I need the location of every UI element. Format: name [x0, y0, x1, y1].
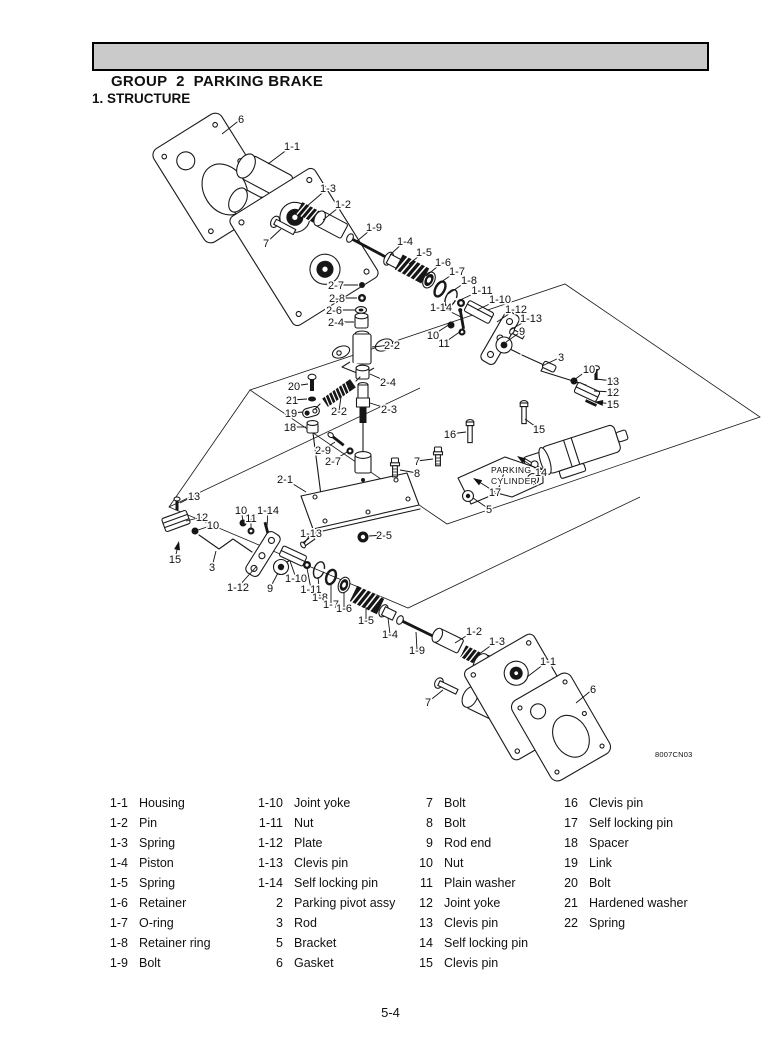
part-row: [98, 853, 211, 873]
part-row: [249, 853, 395, 873]
callout-label: 7: [413, 455, 421, 468]
callout-label: 2-5: [376, 529, 392, 542]
part-number: 1-10: [257, 796, 283, 810]
callout-label: 2-4: [328, 316, 344, 329]
callout-label: 13: [187, 490, 201, 503]
callout-label: 12: [606, 386, 620, 399]
part-name: Housing: [139, 796, 185, 810]
part-name: Self locking pin: [444, 936, 529, 950]
callout-label: 2-4: [380, 376, 396, 389]
part-yoke-12-top: [574, 382, 600, 402]
callout-label: 1-2: [335, 198, 351, 211]
callout-label: 20: [287, 380, 301, 393]
part-bolt-13b: [174, 497, 180, 510]
part-name: Bolt: [139, 956, 161, 970]
part-name: Clevis pin: [444, 956, 499, 970]
part-number: 1-1: [109, 796, 128, 810]
part-row: [554, 793, 688, 813]
part-name: Hardened washer: [589, 896, 688, 910]
part-name: Joint yoke: [294, 796, 351, 810]
callout-label: 1-5: [358, 614, 374, 627]
part-number: 3: [276, 916, 283, 930]
group-title-bar: [92, 42, 709, 90]
section-title: 1. STRUCTURE: [92, 91, 191, 106]
part-row: [411, 793, 528, 813]
callout-label: 3: [557, 351, 565, 364]
part-number: 16: [564, 796, 578, 810]
parts-list-column-1: [98, 793, 211, 973]
part-row: [98, 953, 211, 973]
callout-label: 2-7: [328, 279, 344, 292]
part-name: Spring: [589, 916, 626, 930]
callout-label: 1-14: [256, 504, 280, 517]
callout-label: 1-4: [382, 628, 398, 641]
part-row: [554, 873, 688, 893]
part-name: Self locking pin: [294, 876, 379, 890]
callout-label: 2-7: [325, 455, 341, 468]
part-row: [98, 833, 211, 853]
part-row: [98, 913, 211, 933]
part-row: [411, 913, 528, 933]
part-number: 1-14: [257, 876, 283, 890]
part-bolt-7c: [433, 676, 459, 696]
part-row: [411, 873, 528, 893]
part-rodend-9-top: [496, 337, 520, 354]
callout-label: 1-12: [504, 303, 528, 316]
part-row: [249, 833, 395, 853]
callout-label: 5: [485, 503, 493, 516]
callout-label: 1-6: [336, 602, 352, 615]
callout-label: 14: [534, 466, 548, 479]
part-washer-21: [308, 397, 316, 402]
part-number: 19: [564, 856, 578, 870]
part-name: O-ring: [139, 916, 174, 930]
part-row: [249, 793, 395, 813]
callout-label: 2-9: [315, 444, 331, 457]
part-link-19: [302, 405, 321, 418]
part-row: [249, 893, 395, 913]
part-number: 1-11: [258, 816, 283, 830]
part-name: Nut: [444, 856, 464, 870]
part-name: Spacer: [589, 836, 629, 850]
part-number: 11: [420, 876, 433, 890]
part-number: 12: [419, 896, 433, 910]
callout-label: 1-13: [299, 527, 323, 540]
part-name: Parking pivot assy: [294, 896, 396, 910]
callout-label: 6: [237, 113, 245, 126]
part-row: [98, 933, 211, 953]
part-number: 15: [419, 956, 433, 970]
part-name: Bolt: [444, 796, 466, 810]
callout-label: 2-8: [329, 292, 345, 305]
callout-arrow: [174, 541, 180, 550]
part-number: 22: [564, 916, 578, 930]
part-row: [411, 813, 528, 833]
part-number: 21: [564, 896, 578, 910]
callout-label: 7: [424, 696, 432, 709]
parking-cylinder-caption: PARKING: [491, 465, 532, 475]
part-row: [411, 953, 528, 973]
callout-label: 1-13: [519, 312, 543, 325]
part-row: [249, 953, 395, 973]
callout-label: 1-2: [466, 625, 482, 638]
part-bolt-1-9b: [395, 615, 435, 641]
callout-label: 6: [589, 683, 597, 696]
part-number: 1-8: [109, 936, 128, 950]
part-number: 1-6: [109, 896, 128, 910]
part-row: [411, 853, 528, 873]
callout-label: 1-3: [320, 182, 336, 195]
callout-label: 7: [262, 237, 270, 250]
part-name: Clevis pin: [294, 856, 349, 870]
callout-label: 1-12: [226, 581, 250, 594]
callout-label: 17: [488, 486, 502, 499]
group-title: GROUP 2 PARKING BRAKE: [110, 73, 324, 90]
callout-label: 1-9: [366, 221, 382, 234]
callout-label: 1-8: [312, 591, 328, 604]
part-number: 7: [426, 796, 433, 810]
part-row: [249, 873, 395, 893]
part-number: 9: [426, 836, 433, 850]
part-bolt-7b: [434, 447, 443, 466]
part-name: Bolt: [444, 816, 466, 830]
part-row: [554, 853, 688, 873]
part-row: [98, 893, 211, 913]
part-name: Clevis pin: [589, 796, 644, 810]
part-row: [249, 813, 395, 833]
callout-label: 21: [285, 394, 299, 407]
parts-list-column-2: [249, 793, 395, 973]
callout-label: 1-11: [471, 284, 493, 297]
part-row: [411, 893, 528, 913]
callout-label: 1-3: [489, 635, 505, 648]
part-number: 8: [426, 816, 433, 830]
part-name: Clevis pin: [444, 916, 499, 930]
callout-label: 2-2: [331, 405, 347, 418]
part-bolt-8: [391, 458, 400, 477]
part-name: Joint yoke: [444, 896, 501, 910]
callout-label: 1-1: [284, 140, 300, 153]
part-name: Plain washer: [444, 876, 516, 890]
callout-label: 3: [208, 561, 216, 574]
part-row: [98, 813, 211, 833]
page-number: 5-4: [381, 1005, 400, 1020]
callout-label: 18: [283, 421, 297, 434]
part-name: Link: [589, 856, 612, 870]
part-name: Gasket: [294, 956, 334, 970]
part-name: Pin: [139, 816, 158, 830]
part-spacer-18: [307, 421, 318, 433]
part-row: [554, 893, 688, 913]
callout-label: 1-11: [300, 583, 322, 596]
callout-label: 10: [426, 329, 440, 342]
part-housing-top: [225, 151, 380, 328]
part-name: Rod end: [444, 836, 492, 850]
part-number: 2: [276, 896, 283, 910]
part-bolt-20: [308, 374, 316, 391]
parking-cylinder-caption: CYLINDER: [491, 476, 538, 486]
callout-label: 1-5: [416, 246, 432, 259]
callout-label: 10: [206, 519, 220, 532]
part-number: 1-9: [109, 956, 128, 970]
callout-label: 13: [606, 375, 620, 388]
callout-label: 10: [234, 504, 248, 517]
part-spring-22: [315, 377, 360, 409]
part-number: 1-12: [257, 836, 283, 850]
callout-label: 2-6: [326, 304, 342, 317]
part-number: 1-7: [109, 916, 128, 930]
callout-label: 19: [284, 407, 298, 420]
part-name: Nut: [294, 816, 314, 830]
callout-label: 15: [532, 423, 546, 436]
callout-label: 9: [518, 325, 526, 338]
parts-list-column-4: [554, 793, 688, 933]
part-name: Spring: [139, 876, 176, 890]
part-rod-3b: [199, 535, 252, 552]
part-row: [98, 793, 211, 813]
part-name: Piston: [139, 856, 174, 870]
part-name: Spring: [139, 836, 176, 850]
callout-label: 1-10: [284, 572, 308, 585]
callout-label: 9: [266, 582, 274, 595]
part-row: [249, 933, 395, 953]
callout-label: 1-9: [409, 644, 425, 657]
callout-label: 11: [245, 512, 257, 525]
part-name: Retainer ring: [139, 936, 211, 950]
callout-label: 1-10: [488, 293, 512, 306]
callout-label: 16: [443, 428, 457, 441]
part-nut-10c: [192, 528, 199, 535]
callout-label: 2-1: [277, 473, 293, 486]
callout-label: 10: [582, 363, 596, 376]
callout-label: 2-3: [381, 403, 397, 416]
part-nut-1-11b: [303, 561, 311, 569]
part-number: 1-4: [109, 856, 128, 870]
part-row: [554, 833, 688, 853]
part-row: [98, 873, 211, 893]
callout-label: 15: [606, 398, 620, 411]
part-row: [249, 913, 395, 933]
part-pin-1-2b: [430, 627, 464, 654]
part-number: 10: [419, 856, 433, 870]
callout-label: 11: [438, 337, 450, 350]
part-row: [411, 933, 528, 953]
callout-label: 1-7: [323, 598, 339, 611]
parts-list-column-3: [411, 793, 528, 973]
parts-list: [0, 793, 781, 993]
part-row: [554, 813, 688, 833]
callout-label: 8: [413, 467, 421, 480]
part-number: 5: [276, 936, 283, 950]
callout-label: 2-2: [384, 339, 400, 352]
part-nut-2-5: [358, 532, 369, 543]
part-number: 1-13: [257, 856, 283, 870]
callout-label: 12: [195, 511, 209, 524]
part-name: Plate: [294, 836, 323, 850]
part-number: 1-5: [109, 876, 128, 890]
callout-label: 15: [168, 553, 182, 566]
callout-label: 1-14: [429, 301, 453, 314]
part-number: 14: [419, 936, 433, 950]
callout-label: 1-8: [461, 274, 477, 287]
part-number: 1-2: [109, 816, 128, 830]
part-number: 6: [276, 956, 283, 970]
callout-label: 1-1: [540, 655, 556, 668]
part-number: 17: [564, 816, 578, 830]
part-name: Bracket: [294, 936, 337, 950]
part-row: [554, 913, 688, 933]
part-name: Retainer: [139, 896, 187, 910]
part-name: Rod: [294, 916, 317, 930]
part-number: 1-3: [109, 836, 128, 850]
part-number: 13: [419, 916, 433, 930]
part-name: Self locking pin: [589, 816, 674, 830]
part-number: 18: [564, 836, 578, 850]
part-name: Bolt: [589, 876, 611, 890]
part-pin-16: [466, 420, 474, 443]
part-nut-2-7b: [346, 447, 353, 454]
part-nut-1-11-top: [457, 299, 465, 307]
part-row: [411, 833, 528, 853]
callout-label: 1-6: [435, 256, 451, 269]
part-number: 20: [564, 876, 578, 890]
callout-label: 1-7: [449, 265, 465, 278]
figure-code: 8007CN03: [655, 750, 693, 759]
callout-label: 1-4: [397, 235, 413, 248]
